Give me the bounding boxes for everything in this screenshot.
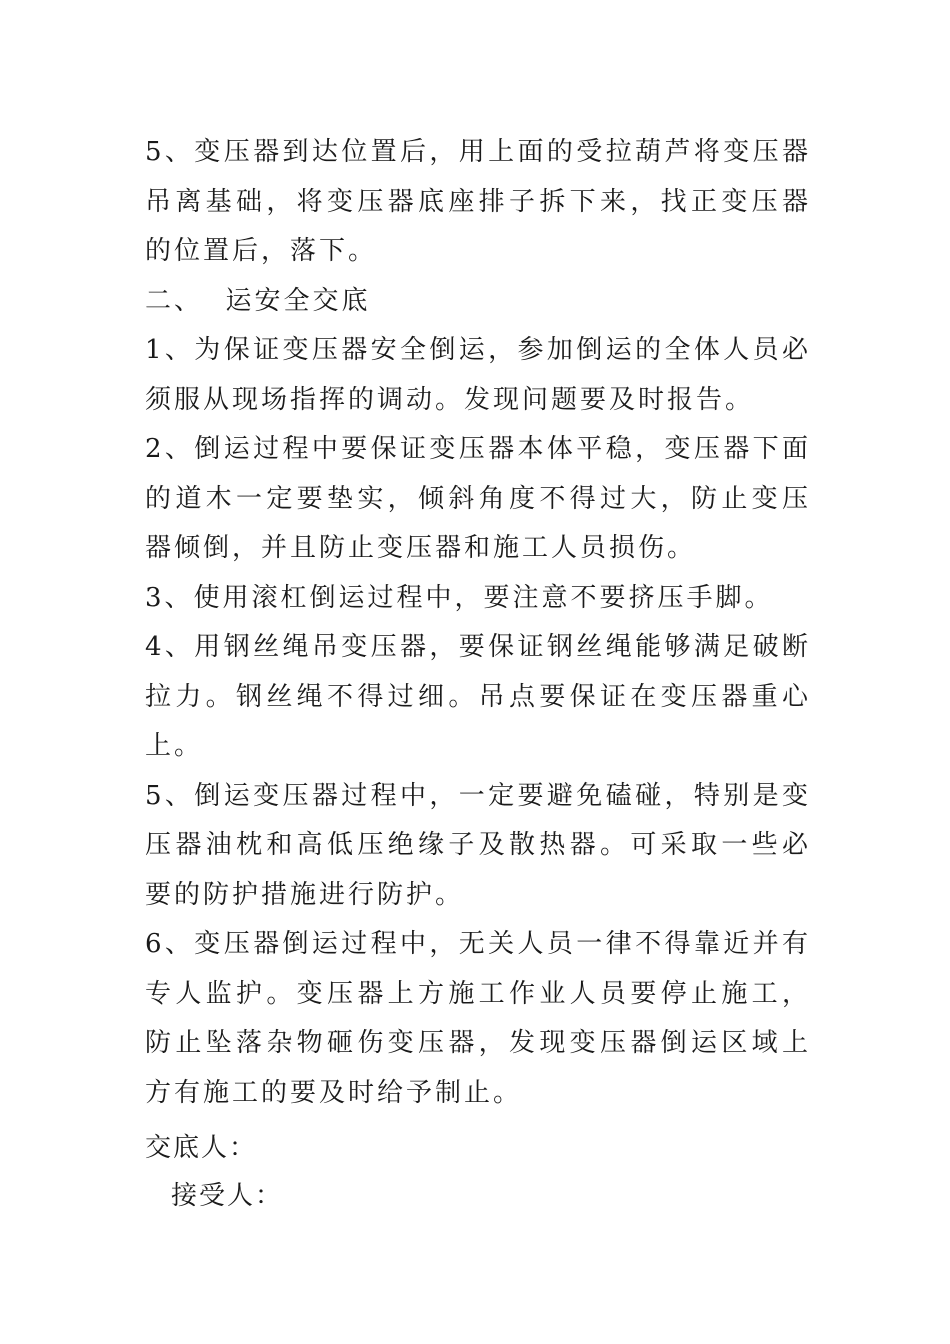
signature-block — [145, 1126, 283, 1218]
receiver-person-label: 接受人： — [171, 1181, 284, 1211]
handover-person-label: 交底人： — [145, 1133, 258, 1163]
paragraph-safety-4: 4、用钢丝绳吊变压器，要保证钢丝绳能够满足破断拉力。钢丝绳不得过细。吊点要保证在变压器重心上。 — [145, 632, 811, 761]
paragraph-safety-2: 2、倒运过程中要保证变压器本体平稳，变压器下面的道木一定要垫实，倾斜角度不得过大，防止变压器倾倒，并且防止变压器和施工人员损伤。 — [145, 434, 811, 563]
paragraph-safety-6: 6、变压器倒运过程中，无关人员一律不得靠近并有专人监护。变压器上方施工作业人员要停止施工，防止坠落杂物砸伤变压器，发现变压器倒运区域上方有施工的要及时给予制止。 — [145, 929, 811, 1108]
paragraph-safety-1: 1、为保证变压器安全倒运，参加倒运的全体人员必须服从现场指挥的调动。发现问题要及时报告。 — [145, 335, 811, 415]
paragraph-step-5-placement: 5、变压器到达位置后，用上面的受拉葫芦将变压器吊离基础，将变压器底座排子拆下来，找正变压器的位置后，落下。 — [145, 137, 811, 266]
document-body — [145, 128, 811, 1118]
section-heading-safety-briefing: 二、 运安全交底 — [145, 285, 371, 316]
paragraph-safety-3: 3、使用滚杠倒运过程中，要注意不要挤压手脚。 — [145, 582, 774, 613]
paragraph-safety-5: 5、倒运变压器过程中，一定要避免磕碰，特别是变压器油枕和高低压绝缘子及散热器。可采取一些必要的防护措施进行防护。 — [145, 780, 811, 910]
